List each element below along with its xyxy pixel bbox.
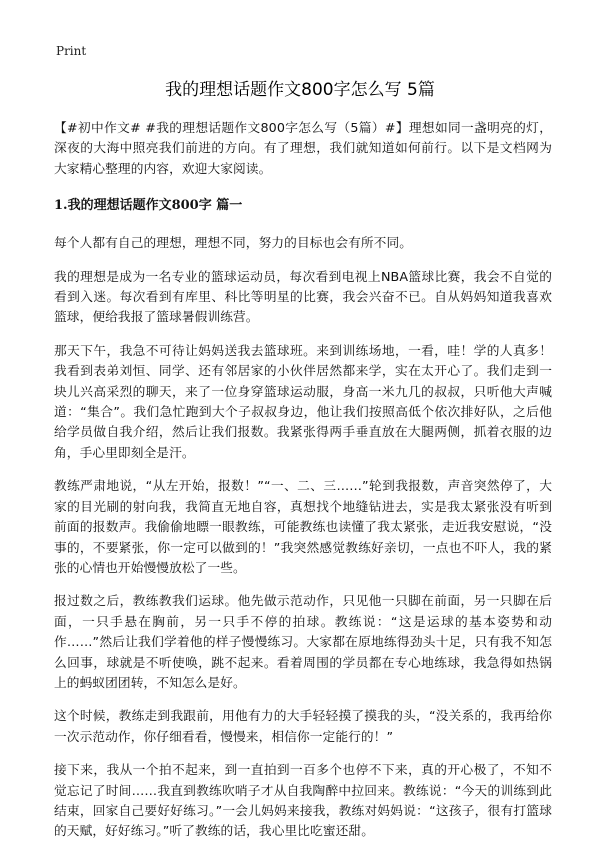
paragraph-2: 我的理想是成为一名专业的篮球运动员，每次看到电视上NBA篮球比赛，我会不自觉的看到入迷。每次看到有库里、科比等明星的比赛，我会兴奋不已。自从妈妈知道我喜欢篮球，便给我报了篮球暑假训练营。	[54, 268, 552, 325]
section-heading: 1.我的理想话题作文800字 篇一	[54, 198, 243, 214]
paragraph-4: 教练严肃地说，“从左开始，报数！”“一、二、三……”轮到我报数，声音突然停了，大家的目光刷的射向我，我简直无地自容，真想找个地缝钻进去，实是我太紧张没有听到前面的报数声。我偷偷地瞟一眼教练，可能教练也读懂了我太紧张，走近我安慰说，“没事的，不要紧张，你一定可以做到的！”我突然感觉教练好亲切，一点也不吓人，我的紧张的心情也开始慢慢放松了一些。	[54, 478, 552, 575]
print-label: Print	[56, 44, 87, 58]
article-body	[54, 118, 552, 855]
paragraph-6: 这个时候，教练走到我跟前，用他有力的大手轻轻摸了摸我的头，“没关系的，我再给你一次示范动作，你仔细看看，慢慢来，相信你一定能行的！”	[54, 708, 552, 744]
paragraph-1: 每个人都有自己的理想，理想不同，努力的目标也会有所不同。	[54, 235, 413, 251]
page-title: 我的理想话题作文800字怎么写 5篇	[165, 80, 435, 100]
paragraph-3: 那天下午，我急不可待让妈妈送我去篮球班。来到训练场地，一看，哇！学的人真多！我看到表弟刘恒、同学、还有邻居家的小伙伴居然都来学，实在太开心了。我们走到一块儿兴高采烈的聊天，来了一位身穿篮球运动服，身高一米九几的叔叔，只听他大声喊道：“集合”。我们急忙跑到大个子叔叔身边，他让我们按照高低个依次排好队，之后他给学员做自我介绍，然后让我们报数。我紧张得两手垂直放在大腿两侧，抓着衣服的边角，手心里即刻全是汗。	[54, 342, 552, 460]
paragraph-5: 报过数之后，教练教我们运球。他先做示范动作，只见他一只脚在前面，另一只脚在后面，一只手悬在胸前，另一只手不停的拍球。教练说：“这是运球的基本姿势和动作……”然后让我们学着他的样子慢慢练习。大家都在原地练得劲头十足，只有我不知怎么回事，球就是不听使唤，跳不起来。看着周围的学员都在专心地练球，我急得如热锅上的蚂蚁团团转，不知怎么是好。	[54, 593, 552, 690]
paragraph-7: 接下来，我从一个拍不起来，到一直拍到一百多个也停不下来，真的开心极了，不知不觉忘记了时间……我直到教练吹哨子才从自我陶醉中拉回来。教练说：“今天的训练到此结束，回家自己要好好练习。”一会儿妈妈来接我，教练对妈妈说：“这孩子，很有打篮球的天赋，好好练习。”听了教练的话，我心里比吃蜜还甜。	[54, 762, 552, 839]
intro-paragraph: 【#初中作文# #我的理想话题作文800字怎么写（5篇）#】理想如同一盏明亮的灯，深夜的大海中照亮我们前进的方向。有了理想，我们就知道如何前行。以下是文档网为大家精心整理的内容，欢迎大家阅读。	[54, 120, 552, 176]
